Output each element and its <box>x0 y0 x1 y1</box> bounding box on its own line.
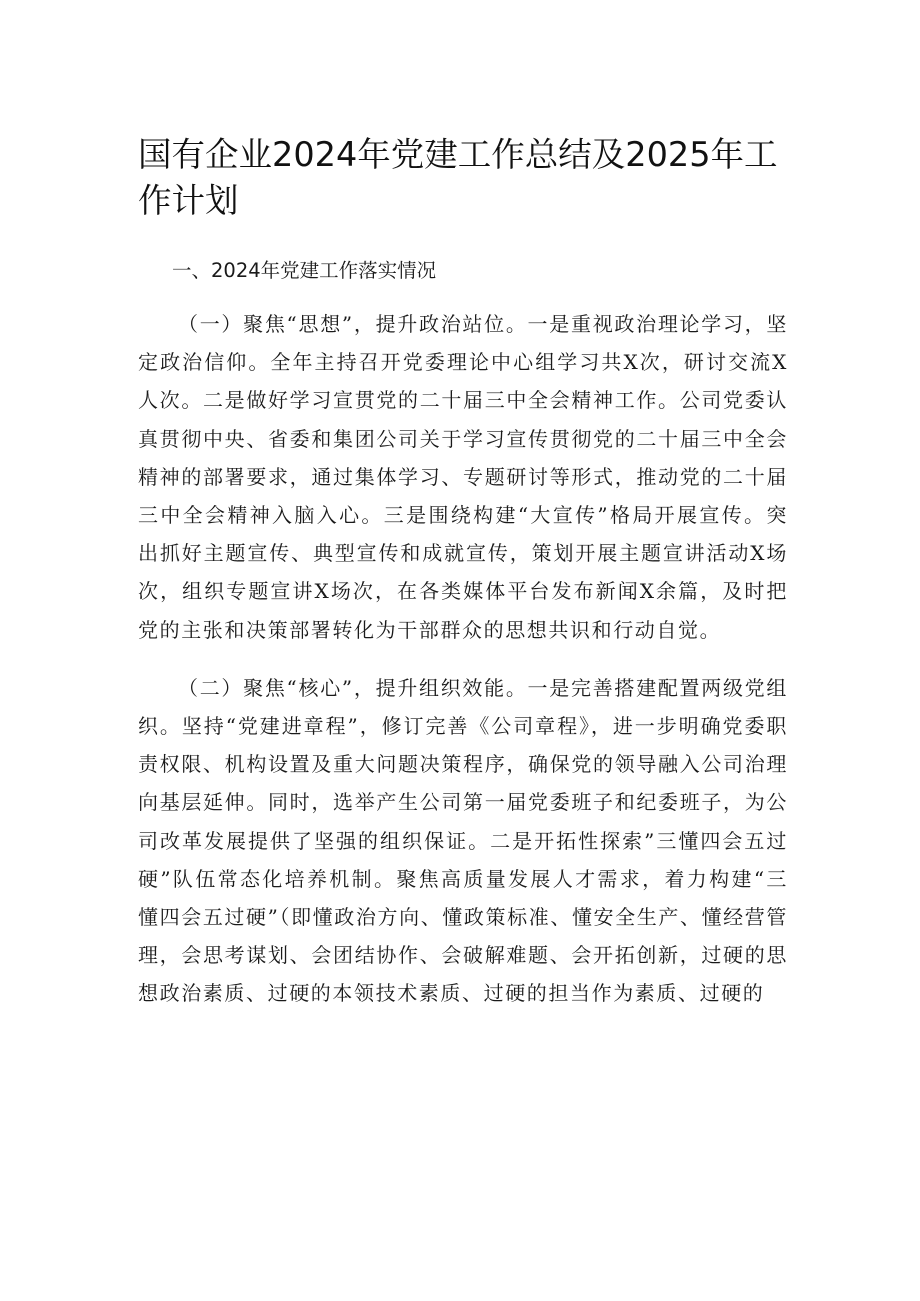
section-heading: 一、2024年党建工作落实情况 <box>172 259 437 282</box>
document-title: 国有企业2024年党建工作总结及2025年工作计划 <box>138 135 778 220</box>
paragraph-focus-thought: （一）聚焦“思想”，提升政治站位。一是重视政治理论学习，坚定政治信仰。全年主持召开党委理论中心组学习共X次，研讨交流X人次。二是做好学习宣贯党的二十届三中全会精神工作。公司党委认真贯彻中央、省委和集团公司关于学习宣传贯彻党的二十届三中全会精神的部署要求，通过集体学习、专题研讨等形式，推动党的二十届三中全会精神入脑入心。三是围绕构建“大宣传”格局开展宣传。突出抓好主题宣传、典型宣传和成就宣传，策划开展主题宣讲活动X场次，组织专题宣讲X场次，在各类媒体平台发布新闻X余篇，及时把党的主张和决策部署转化为干部群众的思想共识和行动自觉。 <box>138 312 788 642</box>
paragraph-focus-core: （二）聚焦“核心”，提升组织效能。一是完善搭建配置两级党组织。坚持“党建进章程”，修订完善《公司章程》，进一步明确党委职责权限、机构设置及重大问题决策程序，确保党的领导融入公司治理向基层延伸。同时，选举产生公司第一届党委班子和纪委班子，为公司改革发展提供了坚强的组织保证。二是开拓性探索”三懂四会五过硬”队伍常态化培养机制。聚焦高质量发展人才需求，着力构建“三懂四会五过硬”（即懂政治方向、懂政策标准、懂安全生产、懂经营管理，会思考谋划、会团结协作、会破解难题、会开拓创新，过硬的思想政治素质、过硬的本领技术素质、过硬的担当作为素质、过硬的 <box>138 675 788 1006</box>
